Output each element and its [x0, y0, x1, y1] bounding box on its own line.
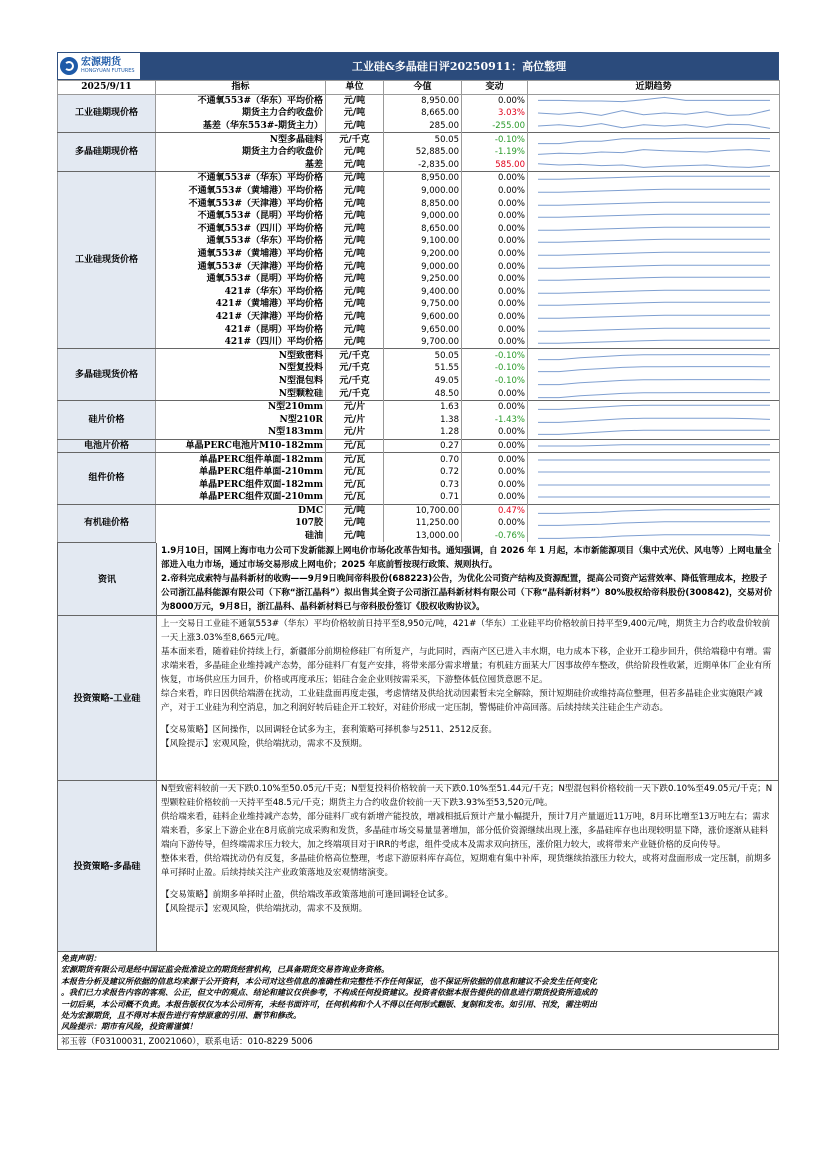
change-cell: 0.00%: [462, 491, 528, 504]
indicator-name: 不通氧553#（华东）平均价格: [156, 172, 326, 185]
change-cell: 0.47%: [462, 504, 528, 517]
table-row: [58, 107, 780, 120]
table-row: [58, 453, 780, 466]
analyst-footer: 祁玉蓉（F03100031, Z0021060），联系电话：010-8229 5006: [57, 1035, 779, 1050]
trend-sparkline: [528, 197, 780, 210]
table-row: [58, 323, 780, 336]
indicator-name: N型颗粒硅: [156, 387, 326, 400]
value-cell: 9,200.00: [384, 248, 462, 261]
unit-cell: 元/千克: [326, 375, 384, 388]
trend-line: [538, 418, 770, 422]
news-category: 资讯: [58, 543, 157, 615]
indicator-name: 硅油: [156, 530, 326, 543]
strategy-si-section: [57, 616, 779, 781]
table-row: [58, 133, 780, 146]
table-row: [58, 375, 780, 388]
unit-cell: 元/吨: [326, 159, 384, 172]
value-cell: 9,000.00: [384, 185, 462, 198]
unit-cell: 元/片: [326, 413, 384, 426]
strategy-paragraph: 供给端来看，硅料企业维持减产态势，部分硅料厂或有新增产能投放，增减相抵后预计产量小幅提升，预计7月产量逼近11万吨，8月环比增至13万吨左右；需求端来看，多家上下游企业在8月底前完成采购和发货，多晶硅市场交易量显著增加，部分低价资源继续出现上涨，多晶硅库存也出现较明显下降，涨价逐渐从硅料端向下游传导，但终端需求压力较大，加之终端项目对于IRR的考虑，组件受成本及需求双向挤压，涨价阻力较大，或将带来产业链价格的反向传导。: [161, 811, 770, 850]
indicator-name: 421#（天津港）平均价格: [156, 311, 326, 324]
value-cell: 52,885.00: [384, 146, 462, 159]
unit-cell: 元/吨: [326, 172, 384, 185]
unit-cell: 元/吨: [326, 120, 384, 133]
trend-sparkline: [528, 323, 780, 336]
value-cell: 10,700.00: [384, 504, 462, 517]
strategy-paragraph: 上一交易日工业硅不通氧553#（华东）平均价格较前日持平至8,950元/吨，421#（华东）工业硅平均价格较前日持平至9,400元/吨，期货主力合约收盘价较前一天上涨3.03%至8,665元/吨。: [161, 618, 771, 643]
trend-line: [538, 97, 770, 101]
unit-cell: 元/瓦: [326, 478, 384, 491]
disclaimer-line: 宏源期货有限公司是经中国证监会批准设立的期货经营机构，已具备期货交易咨询业务资格。: [61, 964, 389, 975]
strategy-paragraph: 【风险提示】宏观风险，供给端扰动，需求不及预期。: [161, 738, 368, 749]
strategy-poly-body: [157, 781, 778, 951]
indicator-name: 421#（华东）平均价格: [156, 286, 326, 299]
unit-cell: 元/瓦: [326, 491, 384, 504]
trend-sparkline: [528, 336, 780, 349]
trend-line: [538, 138, 770, 143]
indicator-name: 期货主力合约收盘价: [156, 107, 326, 120]
value-cell: 0.70: [384, 453, 462, 466]
value-cell: 9,400.00: [384, 286, 462, 299]
table-row: [58, 172, 780, 185]
indicator-name: N型183mm: [156, 426, 326, 439]
disclaimer-line: 一切后果，本公司概不负责。本报告版权仅为本公司所有，未经书面许可，任何机构和个人不得以任何形式翻版、复制和发布。如引用、刊发，需注明出: [61, 998, 597, 1009]
unit-cell: 元/瓦: [326, 439, 384, 453]
trend-line: [538, 252, 770, 255]
unit-cell: 元/吨: [326, 517, 384, 530]
value-cell: 50.05: [384, 133, 462, 146]
trend-sparkline: [528, 517, 780, 530]
unit-cell: 元/吨: [326, 197, 384, 210]
trend-line: [538, 214, 770, 217]
table-row: [58, 146, 780, 159]
news-paragraph: 2.帝科完成索特与晶科新材的收购——9月9日晚间帝科股份(688223)公告，为优化公司资产结构及资源配置，提高公司资产运营效率、降低管理成本，控股子公司浙江晶科能源有限公司（下称“浙江晶科”）拟出售其全资子公司浙江晶科新材料有限公司（下称“晶科新材料”）80%股权给帝科股份(300842)，交易对价为8000万元，9月8日，浙江晶科、晶科新材料已与帝科股份签订《股权收购协议》。: [161, 573, 773, 612]
change-cell: -0.10%: [462, 133, 528, 146]
trend-line: [538, 202, 770, 205]
table-row: [58, 466, 780, 479]
unit-cell: 元/吨: [326, 94, 384, 107]
unit-cell: 元/片: [326, 426, 384, 439]
value-cell: -2,835.00: [384, 159, 462, 172]
trend-line: [538, 265, 770, 268]
disclaimer-line: 风险提示：期市有风险，投资需谨慎！: [61, 1021, 197, 1032]
trend-sparkline: [528, 185, 780, 198]
value-cell: 8,650.00: [384, 223, 462, 236]
indicator-name: 421#（昆明）平均价格: [156, 323, 326, 336]
table-row: [58, 362, 780, 375]
value-cell: 9,000.00: [384, 210, 462, 223]
unit-cell: 元/瓦: [326, 466, 384, 479]
change-cell: 0.00%: [462, 517, 528, 530]
change-cell: 0.00%: [462, 298, 528, 311]
trend-line: [538, 380, 770, 385]
trend-line: [538, 354, 770, 359]
change-cell: 0.00%: [462, 248, 528, 261]
indicator-name: 单晶PERC电池片M10-182mm: [156, 439, 326, 453]
value-cell: 8,950.00: [384, 172, 462, 185]
trend-sparkline: [528, 146, 780, 159]
trend-line: [538, 392, 770, 397]
table-row: [58, 504, 780, 517]
strategy-paragraph: 【交易策略】区间操作，以回调轻仓试多为主，套利策略可择机参与2511、2512反套。: [161, 724, 497, 735]
trend-line: [538, 367, 770, 372]
trend-line: [538, 164, 770, 168]
value-cell: 1.38: [384, 413, 462, 426]
strategy-paragraph: 基本面来看，随着硅价持续上行，新疆部分前期检修硅厂有所复产，与此同时，西南产区已进入丰水期，电力成本下移，企业开工稳步回升，供给端稳中有增。需求端来看，多晶硅企业维持减产态势，部分硅料厂有复产安排，将带来部分需求增量；有机硅方面某大厂因事故停车整改，供给阶段性收紧，近期单体厂企业有所恢复，市场供应压力回升，价格或再度承压；铝硅合金企业则按需采买，下游整体低位囤货意愿不足。: [161, 646, 772, 685]
trend-sparkline: [528, 426, 780, 439]
change-cell: 0.00%: [462, 336, 528, 349]
change-cell: -255.00: [462, 120, 528, 133]
col-trend: 近期趋势: [528, 81, 780, 95]
trend-sparkline: [528, 223, 780, 236]
value-cell: 9,750.00: [384, 298, 462, 311]
disclaimer-line: 免责声明：: [61, 952, 101, 963]
unit-cell: 元/千克: [326, 349, 384, 362]
strategy-paragraph: N型致密料较前一天下跌0.10%至50.05元/千克；N型复投料价格较前一天下跌0.10%至51.44元/千克；N型混包料价格较前一天下跌0.10%至49.05元/千克；N型颗粒硅价格较前一天持平至48.5元/千克；期货主力合约收盘价较前一天下跌3.93%至53,520元/吨。: [161, 783, 773, 808]
trend-line: [538, 177, 770, 180]
indicator-name: N型210mm: [156, 400, 326, 413]
strategy-paragraph: [161, 715, 774, 723]
unit-cell: 元/吨: [326, 107, 384, 120]
trend-sparkline: [528, 159, 780, 172]
change-cell: 0.00%: [462, 311, 528, 324]
value-cell: 9,100.00: [384, 235, 462, 248]
trend-line: [538, 290, 770, 293]
value-cell: 1.28: [384, 426, 462, 439]
trend-line: [538, 150, 770, 155]
unit-cell: 元/吨: [326, 286, 384, 299]
unit-cell: 元/吨: [326, 298, 384, 311]
col-current: 今值: [384, 81, 462, 95]
trend-sparkline: [528, 504, 780, 517]
indicator-name: N型混包料: [156, 375, 326, 388]
trend-line: [538, 189, 770, 192]
category-cell: 工业硅期现价格: [58, 94, 156, 133]
table-row: [58, 530, 780, 543]
indicator-name: N型致密料: [156, 349, 326, 362]
trend-sparkline: [528, 210, 780, 223]
trend-sparkline: [528, 120, 780, 133]
trend-sparkline: [528, 107, 780, 120]
indicator-name: 单晶PERC组件双面-210mm: [156, 491, 326, 504]
trend-line: [538, 405, 770, 409]
news-section: [57, 543, 779, 616]
indicator-name: 通氧553#（昆明）平均价格: [156, 273, 326, 286]
indicator-name: N型复投料: [156, 362, 326, 375]
change-cell: 0.00%: [462, 387, 528, 400]
strategy-si-category: 投资策略-工业硅: [58, 616, 157, 780]
table-row: [58, 235, 780, 248]
trend-line: [538, 240, 770, 243]
table-row: [58, 517, 780, 530]
change-cell: 0.00%: [462, 94, 528, 107]
disclaimer: [57, 952, 779, 1035]
unit-cell: 元/吨: [326, 504, 384, 517]
unit-cell: 元/千克: [326, 387, 384, 400]
trend-line: [538, 509, 770, 513]
strategy-poly-category: 投资策略-多晶硅: [58, 781, 157, 951]
change-cell: 0.00%: [462, 210, 528, 223]
col-change: 变动: [462, 81, 528, 95]
table-row: [58, 478, 780, 491]
trend-sparkline: [528, 349, 780, 362]
indicator-name: 通氧553#（华东）平均价格: [156, 235, 326, 248]
unit-cell: 元/吨: [326, 235, 384, 248]
company-logo: [60, 55, 138, 77]
brand-name: 宏源期货: [81, 57, 121, 68]
trend-sparkline: [528, 478, 780, 491]
indicator-name: 单晶PERC组件单面-182mm: [156, 453, 326, 466]
value-cell: 285.00: [384, 120, 462, 133]
value-cell: 51.55: [384, 362, 462, 375]
table-row: [58, 298, 780, 311]
change-cell: 0.00%: [462, 260, 528, 273]
value-cell: 13,000.00: [384, 530, 462, 543]
unit-cell: 元/吨: [326, 223, 384, 236]
category-cell: 有机硅价格: [58, 504, 156, 542]
value-cell: 8,950.00: [384, 94, 462, 107]
change-cell: 0.00%: [462, 235, 528, 248]
indicator-name: 基差: [156, 159, 326, 172]
unit-cell: 元/吨: [326, 210, 384, 223]
trend-sparkline: [528, 260, 780, 273]
trend-sparkline: [528, 133, 780, 146]
col-date: 2025/9/11: [58, 81, 156, 95]
indicator-name: 421#（四川）平均价格: [156, 336, 326, 349]
change-cell: -1.43%: [462, 413, 528, 426]
indicator-name: N型210R: [156, 413, 326, 426]
unit-cell: 元/吨: [326, 336, 384, 349]
trend-sparkline: [528, 298, 780, 311]
value-cell: 8,850.00: [384, 197, 462, 210]
disclaimer-line: 处为宏源期货，且不得对本报告进行有悖原意的引用、删节和修改。: [61, 1009, 301, 1020]
indicator-name: 107胶: [156, 517, 326, 530]
trend-sparkline: [528, 530, 780, 543]
change-cell: 0.00%: [462, 400, 528, 413]
value-cell: 0.72: [384, 466, 462, 479]
disclaimer-line: 本报告分析及建议所依据的信息均来源于公开资料，本公司对这些信息的准确性和完整性不作任何保证，也不保证所依据的信息和建议不会发生任何变化: [61, 975, 597, 986]
table-row: [58, 400, 780, 413]
unit-cell: 元/千克: [326, 362, 384, 375]
value-cell: 1.63: [384, 400, 462, 413]
news-body: [157, 543, 778, 615]
trend-sparkline: [528, 235, 780, 248]
trend-sparkline: [528, 94, 780, 107]
table-row: [58, 223, 780, 236]
value-cell: 11,250.00: [384, 517, 462, 530]
category-cell: 工业硅现货价格: [58, 172, 156, 349]
table-row: [58, 426, 780, 439]
change-cell: 3.03%: [462, 107, 528, 120]
change-cell: -0.10%: [462, 375, 528, 388]
trend-sparkline: [528, 273, 780, 286]
value-cell: 48.50: [384, 387, 462, 400]
change-cell: 0.00%: [462, 466, 528, 479]
trend-line: [538, 328, 770, 331]
strategy-si-body: [157, 616, 778, 780]
trend-sparkline: [528, 362, 780, 375]
category-cell: 硅片价格: [58, 400, 156, 439]
trend-line: [538, 431, 770, 435]
value-cell: 49.05: [384, 375, 462, 388]
strategy-paragraph: [161, 880, 774, 888]
trend-line: [538, 535, 770, 539]
trend-sparkline: [528, 172, 780, 185]
change-cell: 0.00%: [462, 323, 528, 336]
table-row: [58, 120, 780, 133]
trend-sparkline: [528, 400, 780, 413]
indicator-name: 单晶PERC组件双面-182mm: [156, 478, 326, 491]
trend-line: [538, 303, 770, 306]
unit-cell: 元/瓦: [326, 453, 384, 466]
change-cell: 0.00%: [462, 197, 528, 210]
news-paragraph: 1.9月10日，国网上海市电力公司下发新能源上网电价市场化改革告知书。通知强调，自 2026 年 1 月起，本市新能源项目（集中式光伏、风电等）上网电量全部进入电力市场，通过市场交易形成上网电价；2025 年底前暂按现行政策、规则执行。: [161, 545, 772, 570]
indicator-name: 基差（华东553#-期货主力）: [156, 120, 326, 133]
table-row: [58, 210, 780, 223]
indicator-name: 通氧553#（天津港）平均价格: [156, 260, 326, 273]
table-row: [58, 336, 780, 349]
unit-cell: 元/吨: [326, 273, 384, 286]
table-row: [58, 413, 780, 426]
unit-cell: 元/吨: [326, 530, 384, 543]
trend-sparkline: [528, 491, 780, 504]
unit-cell: 元/吨: [326, 248, 384, 261]
strategy-poly-section: [57, 781, 779, 952]
change-cell: 0.00%: [462, 426, 528, 439]
indicator-name: 不通氧553#（黄埔港）平均价格: [156, 185, 326, 198]
value-cell: 0.71: [384, 491, 462, 504]
unit-cell: 元/吨: [326, 311, 384, 324]
trend-line: [538, 522, 770, 526]
indicator-name: 421#（黄埔港）平均价格: [156, 298, 326, 311]
value-cell: 0.73: [384, 478, 462, 491]
change-cell: 585.00: [462, 159, 528, 172]
category-cell: 电池片价格: [58, 439, 156, 453]
change-cell: 0.00%: [462, 439, 528, 453]
trend-line: [538, 340, 770, 343]
indicator-name: 不通氧553#（四川）平均价格: [156, 223, 326, 236]
trend-sparkline: [528, 248, 780, 261]
trend-sparkline: [528, 286, 780, 299]
table-row: [58, 439, 780, 453]
price-table: [57, 80, 780, 543]
trend-sparkline: [528, 439, 780, 453]
change-cell: -1.19%: [462, 146, 528, 159]
change-cell: -0.76%: [462, 530, 528, 543]
table-row: [58, 286, 780, 299]
change-cell: 0.00%: [462, 223, 528, 236]
change-cell: 0.00%: [462, 453, 528, 466]
trend-line: [538, 315, 770, 318]
indicator-name: 单晶PERC组件单面-210mm: [156, 466, 326, 479]
trend-line: [538, 277, 770, 280]
change-cell: 0.00%: [462, 172, 528, 185]
unit-cell: 元/吨: [326, 146, 384, 159]
category-cell: 组件价格: [58, 453, 156, 504]
indicator-name: 期货主力合约收盘价: [156, 146, 326, 159]
trend-line: [538, 227, 770, 230]
report-title: 工业硅&多晶硅日评20250911：高位整理: [140, 53, 778, 79]
change-cell: 0.00%: [462, 273, 528, 286]
col-indicator: 指标: [156, 81, 326, 95]
unit-cell: 元/吨: [326, 260, 384, 273]
table-row: [58, 185, 780, 198]
strategy-paragraph: 【交易策略】前期多单择时止盈，供给端改革政策落地前可逢回调轻仓试多。: [161, 889, 454, 900]
table-row: [58, 311, 780, 324]
unit-cell: 元/吨: [326, 185, 384, 198]
indicator-name: N型多晶硅料: [156, 133, 326, 146]
trend-sparkline: [528, 453, 780, 466]
report-sheet: [57, 52, 779, 1050]
change-cell: -0.10%: [462, 349, 528, 362]
strategy-paragraph: 【风险提示】宏观风险，供给端扰动，需求不及预期。: [161, 903, 368, 914]
value-cell: 0.27: [384, 439, 462, 453]
table-row: [58, 94, 780, 107]
trend-sparkline: [528, 387, 780, 400]
category-cell: 多晶硅期现价格: [58, 133, 156, 172]
trend-line: [538, 445, 770, 446]
unit-cell: 元/片: [326, 400, 384, 413]
indicator-name: 不通氧553#（昆明）平均价格: [156, 210, 326, 223]
table-row: [58, 273, 780, 286]
brand-sub: HONGYUAN FUTURES: [81, 68, 135, 74]
logo-mark-icon: [60, 57, 78, 75]
trend-sparkline: [528, 466, 780, 479]
category-cell: 多晶硅现货价格: [58, 349, 156, 400]
indicator-name: 通氧553#（黄埔港）平均价格: [156, 248, 326, 261]
table-row: [58, 248, 780, 261]
trend-sparkline: [528, 311, 780, 324]
strategy-paragraph: 综合来看，昨日因供给端潜在扰动，工业硅盘面再度走强，考虑情绪及供给扰动因素暂未完全解除，预计短期硅价或维持高位整理，但若多晶硅企业实施限产减产，对于工业硅为利空消息，加之利润好转后硅企开工较好，对硅价形成一定压制，警惕硅价冲高回落。后续持续关注硅企生产动态。: [161, 688, 763, 713]
table-row: [58, 260, 780, 273]
unit-cell: 元/千克: [326, 133, 384, 146]
col-unit: 单位: [326, 81, 384, 95]
change-cell: 0.00%: [462, 478, 528, 491]
table-row: [58, 349, 780, 362]
trend-sparkline: [528, 375, 780, 388]
value-cell: 9,650.00: [384, 323, 462, 336]
change-cell: 0.00%: [462, 185, 528, 198]
table-row: [58, 491, 780, 504]
table-row: [58, 387, 780, 400]
indicator-name: DMC: [156, 504, 326, 517]
value-cell: 9,000.00: [384, 260, 462, 273]
table-header-row: [58, 81, 780, 95]
trend-sparkline: [528, 413, 780, 426]
value-cell: 9,600.00: [384, 311, 462, 324]
unit-cell: 元/吨: [326, 323, 384, 336]
indicator-name: 不通氧553#（华东）平均价格: [156, 94, 326, 107]
indicator-name: 不通氧553#（天津港）平均价格: [156, 197, 326, 210]
trend-line: [538, 124, 770, 129]
report-header: [57, 52, 779, 80]
strategy-paragraph: 整体来看，供给端扰动仍有反复，多晶硅价格高位整理，考虑下游原料库存高位，短期难有集中补库，现货继续抬涨压力较大，或将对盘面形成一定压制，前期多单可择时止盈。后续持续关注产业政策落地及宏观情绪演变。: [161, 853, 772, 878]
value-cell: 9,250.00: [384, 273, 462, 286]
disclaimer-line: 。我们已力求报告内容的客观、公正，但文中的观点、结论和建议仅供参考，不构成任何投资建议。投资者依据本报告提供的信息进行期货投资所造成的: [61, 987, 597, 998]
change-cell: 0.00%: [462, 286, 528, 299]
value-cell: 9,700.00: [384, 336, 462, 349]
change-cell: -0.10%: [462, 362, 528, 375]
trend-line: [538, 110, 770, 115]
table-row: [58, 159, 780, 172]
value-cell: 50.05: [384, 349, 462, 362]
table-row: [58, 197, 780, 210]
value-cell: 8,665.00: [384, 107, 462, 120]
